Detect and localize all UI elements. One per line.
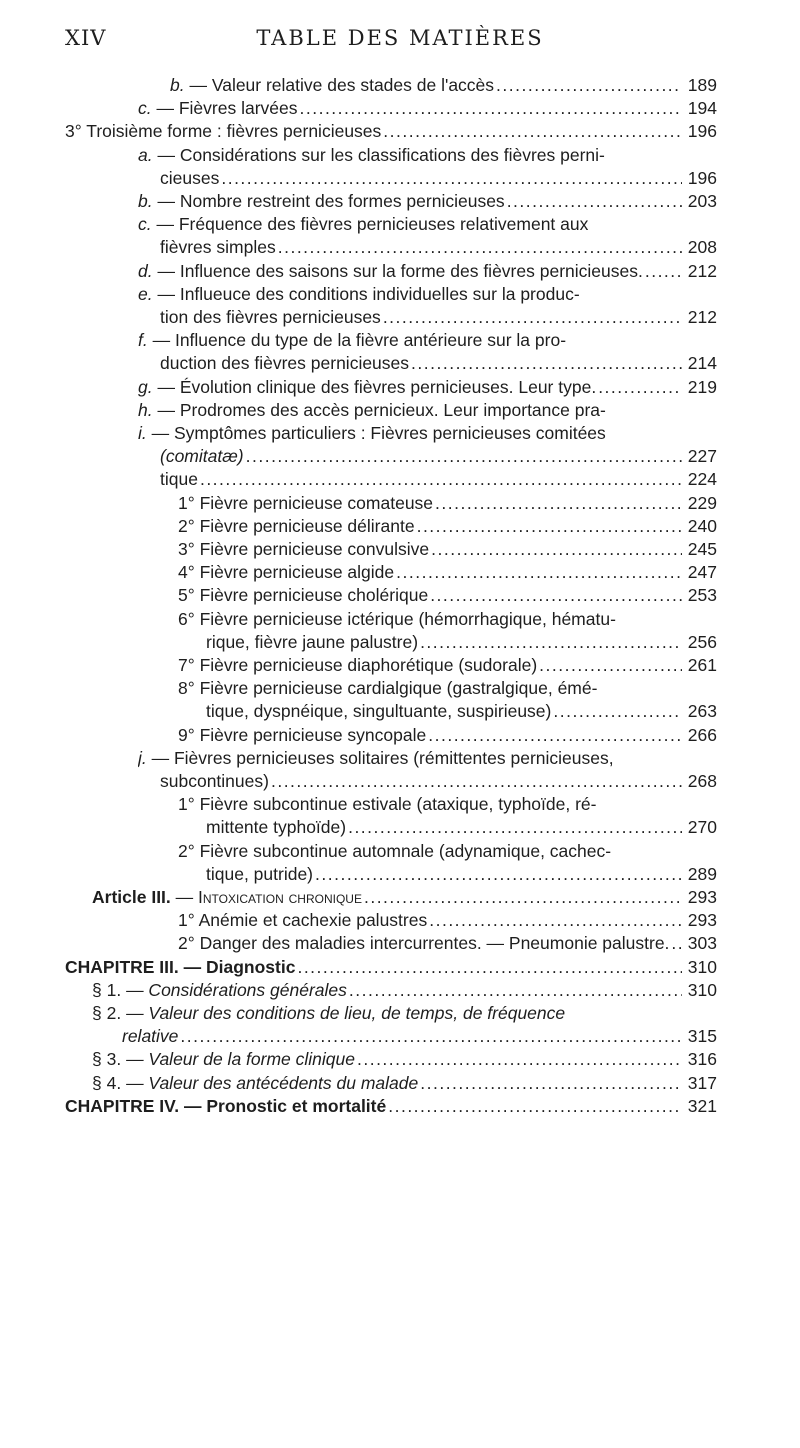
toc-entry-text — [178, 932, 669, 954]
toc-entry-text — [160, 236, 276, 258]
toc-entry-page: 289 — [687, 863, 717, 884]
leader-dots — [435, 492, 682, 514]
toc-entry-title: — Symptômes particuliers : Fièvres pernicieuses comitées — [146, 423, 606, 443]
toc-entry-prefix: CHAPITRE IV. — [65, 1095, 180, 1116]
toc-entry-text — [178, 584, 428, 606]
toc-entry-text — [92, 1048, 355, 1070]
toc-entry-title: tique, putride) — [206, 863, 314, 884]
toc-entry-title: relative — [122, 1026, 179, 1047]
toc-entry-text — [92, 886, 362, 908]
toc-entry-text — [138, 283, 580, 305]
toc-entry-page: 212 — [687, 307, 717, 327]
leader-dots — [671, 932, 681, 954]
leader-dots — [428, 724, 682, 746]
toc-entry-title: duction des fièvres pernicieuses — [160, 353, 410, 374]
toc-entry-title: 9° Fièvre pernicieuse syncopale — [178, 724, 427, 745]
toc-entry-prefix: § 1. — [92, 979, 122, 1000]
toc-entry-text — [178, 677, 597, 699]
leader-dots — [200, 468, 682, 490]
toc-entry-prefix: d. — [138, 260, 153, 281]
toc-entry-title: 7° Fièvre pernicieuse diaphorétique (sudorale) — [178, 655, 538, 675]
leader-dots — [300, 97, 682, 119]
toc-entry-prefix: a. — [138, 144, 153, 165]
toc-entry-title: 3° Troisième forme : fièvres pernicieuses — [65, 121, 382, 142]
toc-entry-text — [122, 1025, 178, 1047]
toc-entry-title: rique, fièvre jaune palustre) — [206, 631, 419, 652]
toc-entry-text — [160, 770, 269, 792]
toc-entry-title: 6° Fièvre pernicieuse ictérique (hémorrhagique, hématu- — [178, 608, 616, 629]
toc-entry-page: 263 — [687, 701, 717, 722]
toc-entry-title: fièvres simples — [160, 237, 276, 258]
toc-entry-title: 1° Fièvre subcontinue estivale (ataxique, typhoïde, ré- — [178, 794, 597, 815]
toc-entry-text — [170, 74, 494, 96]
toc-entry-page: 214 — [687, 353, 717, 374]
toc-entry-text — [206, 816, 346, 838]
leader-dots — [349, 979, 682, 1001]
leader-dots — [315, 863, 682, 885]
toc-entry-text — [138, 190, 505, 212]
leader-dots — [417, 515, 682, 537]
toc-entry-title: tion des fièvres pernicieuses — [160, 307, 381, 327]
toc-entry-title: mittente typhoïde) — [206, 817, 347, 838]
toc-entry-prefix: b. — [170, 75, 185, 95]
leader-dots — [420, 631, 682, 653]
toc-entry-title: 2° Fièvre pernicieuse délirante — [178, 515, 415, 536]
toc-entry-title: subcontinues) — [160, 771, 269, 791]
toc-entry-prefix: § 3. — [92, 1049, 122, 1070]
toc-entry-title: — Valeur des conditions de lieu, de temps, de fréquence — [121, 1003, 566, 1023]
toc-entry-text — [178, 793, 596, 815]
toc-entry-page: 293 — [687, 910, 717, 931]
leader-dots — [553, 700, 681, 722]
leader-dots — [278, 236, 682, 258]
toc-entry-title: — Influence des saisons sur la forme des fièvres pernicieuses. — [152, 260, 643, 281]
toc-entry-page: 194 — [687, 98, 717, 119]
toc-entry-text — [178, 515, 415, 537]
toc-entry-page: 293 — [687, 887, 717, 907]
toc-entry-title: — Diagnostic — [178, 956, 296, 977]
toc-entry-prefix: § 2. — [92, 1003, 122, 1023]
toc-entry-page: 208 — [687, 237, 717, 258]
toc-entry-text — [65, 120, 381, 142]
toc-entry-text — [160, 167, 219, 189]
toc-entry-text — [138, 747, 614, 769]
toc-entry-title: — Valeur relative des stades de l'accès — [184, 75, 495, 95]
toc-entry-page: 261 — [687, 655, 717, 675]
toc-entry-text — [138, 329, 566, 351]
toc-entry-page: 224 — [687, 469, 717, 490]
page-header — [65, 26, 735, 56]
toc-entry-page: 227 — [687, 446, 717, 467]
toc-entry-text — [92, 979, 347, 1001]
leader-dots — [645, 260, 682, 282]
toc-entry-page: 268 — [687, 771, 717, 791]
toc-entry-title: 1° Anémie et cachexie palustres — [178, 910, 428, 931]
toc-entry-title: — Fréquence des fièvres pernicieuses relativement aux — [151, 214, 589, 235]
toc-entry-title: tique — [160, 469, 198, 490]
toc-entry-title: cieuses — [160, 167, 220, 188]
toc-entry-title: — Influeuce des conditions individuelles sur la produc- — [152, 283, 580, 304]
toc-entry-prefix: f. — [138, 330, 148, 351]
page-number: XIV — [65, 26, 107, 50]
leader-dots — [221, 167, 681, 189]
toc-entry-prefix: c. — [138, 98, 152, 119]
toc-entry-text — [178, 724, 426, 746]
leader-dots — [396, 561, 682, 583]
toc-entry-page: 240 — [687, 515, 717, 536]
toc-entry-text — [160, 306, 381, 328]
toc-entry-text — [178, 608, 616, 630]
toc-entry-page: 303 — [687, 933, 717, 954]
toc-entry-text — [160, 352, 409, 374]
toc-entry-title: 8° Fièvre pernicieuse cardialgique (gastralgique, émé- — [178, 678, 598, 699]
toc-entry-prefix: g. — [138, 376, 153, 397]
leader-dots — [246, 445, 682, 467]
toc-entry-title: 2° Fièvre subcontinue automnale (adynamique, cachec- — [178, 840, 612, 861]
toc-entry-title: 3° Fièvre pernicieuse convulsive — [178, 539, 430, 559]
toc-entry-prefix: j. — [138, 747, 147, 768]
toc-entry-title: 2° Danger des maladies intercurrentes. — Pneumonie palustre. — [178, 933, 670, 954]
leader-dots — [430, 584, 682, 606]
toc-entry-page: 229 — [687, 492, 717, 513]
leader-dots — [297, 956, 681, 978]
leader-dots — [180, 1025, 681, 1047]
toc-entry-text — [138, 376, 596, 398]
toc-entry-title: — Valeur de la forme clinique — [121, 1049, 355, 1070]
toc-entry-page: 253 — [687, 585, 717, 606]
toc-entry-title: (comitatæ) — [160, 446, 244, 467]
toc-entry-prefix: e. — [138, 283, 153, 304]
toc-entry-text — [65, 956, 295, 978]
toc-entry-text — [160, 445, 244, 467]
toc-entry-page: 316 — [687, 1049, 717, 1070]
toc-entry-text — [65, 1095, 386, 1117]
toc-entry-title: — Valeur des antécédents du malade — [121, 1072, 419, 1093]
toc-entry-title: — Pronostic et mortalité — [179, 1095, 387, 1116]
toc-entry-text — [178, 840, 611, 862]
toc-entry-text — [138, 144, 605, 166]
toc-entry-title: 1° Fièvre pernicieuse comateuse — [178, 492, 434, 513]
toc-entry-title: — Prodromes des accès pernicieux. Leur importance pra- — [152, 399, 606, 420]
leader-dots — [598, 376, 682, 398]
toc-entry-page: 203 — [687, 191, 717, 211]
toc-entry-text — [160, 468, 198, 490]
toc-entry-page: 315 — [687, 1026, 717, 1047]
toc-entry-title: — Fièvres pernicieuses solitaires (rémittentes pernicieuses, — [146, 747, 614, 768]
toc-entry-text — [178, 492, 433, 514]
leader-dots — [420, 1072, 682, 1094]
toc-entry-prefix: CHAPITRE III. — [65, 956, 179, 977]
toc-entry-text — [138, 213, 588, 235]
toc-entry-page: 245 — [687, 539, 717, 559]
toc-entry-page: 189 — [687, 75, 717, 95]
leader-dots — [383, 306, 682, 328]
leader-dots — [496, 74, 682, 96]
leader-dots — [383, 120, 682, 142]
toc-entry-prefix: i. — [138, 423, 147, 443]
toc-entry-page: 310 — [687, 979, 717, 1000]
leader-dots — [539, 654, 682, 676]
toc-entry-text — [138, 399, 606, 421]
leader-dots — [271, 770, 682, 792]
toc-entry-title: — Considérations générales — [121, 979, 347, 1000]
toc-entry-page: 270 — [687, 817, 717, 838]
toc-entry-title: tique, dyspnéique, singultuante, suspirieuse) — [206, 701, 552, 722]
toc-entry-page: 256 — [687, 631, 717, 652]
toc-entry-page: 219 — [687, 376, 717, 397]
toc-entry-page: 196 — [687, 167, 717, 188]
toc-entry-text — [178, 654, 537, 676]
toc-entry-title: — Considérations sur les classifications des fièvres perni- — [152, 144, 605, 165]
toc-entry-text — [206, 631, 418, 653]
toc-entry-text — [138, 97, 298, 119]
toc-entry-page: 310 — [687, 956, 717, 977]
leader-dots — [411, 352, 682, 374]
toc-entry-prefix: Article III. — [92, 887, 171, 907]
leader-dots — [388, 1095, 682, 1117]
toc-entry-title: — Évolution clinique des fièvres pernicieuses. Leur type. — [152, 376, 597, 397]
toc-entry-prefix: c. — [138, 214, 152, 235]
leader-dots — [429, 909, 682, 931]
leader-dots — [357, 1048, 682, 1070]
toc-entry-page: 266 — [687, 724, 717, 745]
toc-entry-page: 196 — [687, 121, 717, 142]
toc-entry-title: — Nombre restreint des formes pernicieuses — [152, 191, 505, 211]
toc-entry-page: 321 — [687, 1095, 717, 1116]
toc-entry-title: — Influence du type de la fièvre antérieure sur la pro- — [147, 330, 567, 351]
toc-entry-text — [206, 700, 551, 722]
toc-entry-text — [178, 561, 394, 583]
toc-entry-page: 212 — [687, 260, 717, 281]
toc-entry-text — [138, 260, 643, 282]
leader-dots — [431, 538, 682, 560]
toc-entry-text — [138, 422, 606, 444]
toc-entry-page: 247 — [687, 562, 717, 583]
toc-entry-text — [92, 1002, 565, 1024]
toc-entry-prefix: § 4. — [92, 1072, 122, 1093]
toc-entry-title: 5° Fièvre pernicieuse cholérique — [178, 585, 429, 606]
toc-entry-title: 4° Fièvre pernicieuse algide — [178, 562, 395, 583]
leader-dots — [348, 816, 682, 838]
toc-entry-text — [178, 538, 429, 560]
toc-entry-prefix: h. — [138, 399, 153, 420]
toc-entry-prefix: b. — [138, 191, 153, 211]
leader-dots — [507, 190, 682, 212]
toc-entry-title: — Fièvres larvées — [151, 98, 298, 119]
toc-entry-text — [206, 863, 313, 885]
toc-entry-page: 317 — [687, 1072, 717, 1093]
toc-entry-title: — Intoxication chronique — [170, 887, 362, 907]
running-title: TABLE DES MATIÈRES — [256, 26, 544, 50]
leader-dots — [364, 886, 682, 908]
toc-entry-text — [92, 1072, 418, 1094]
toc-entry-text — [178, 909, 427, 931]
